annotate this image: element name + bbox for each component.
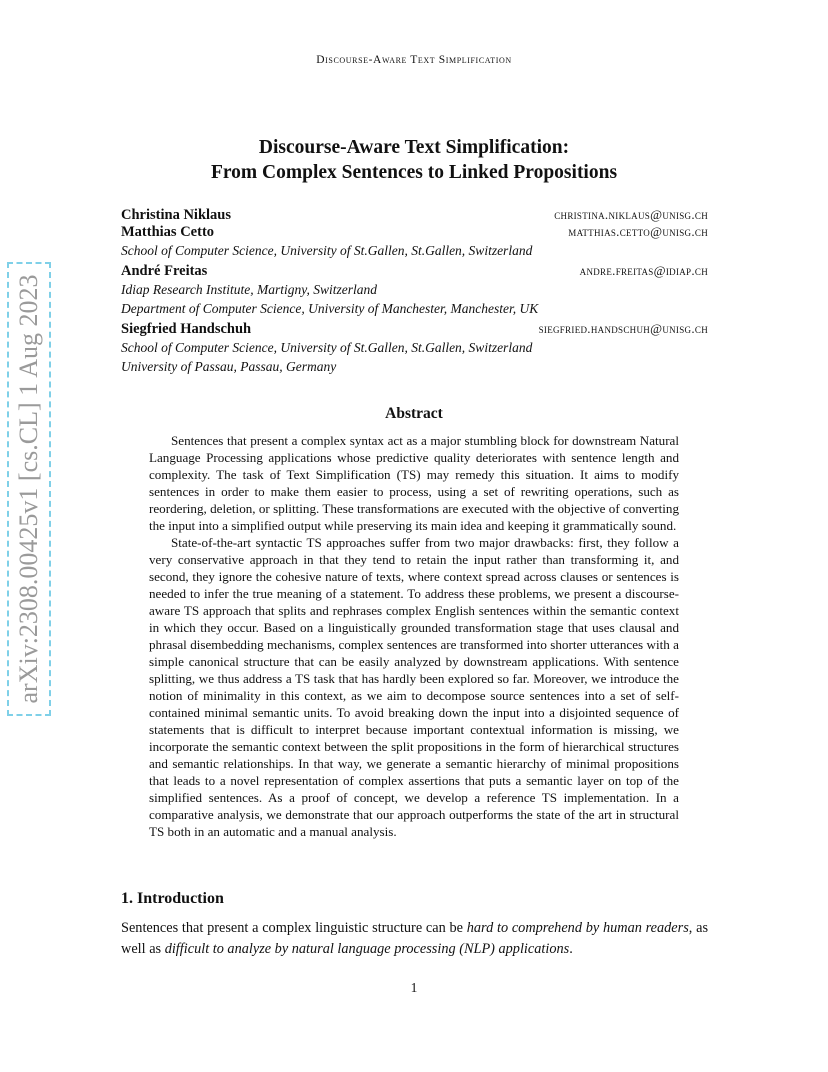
author-email[interactable]: matthias.cetto@unisg.ch bbox=[568, 224, 708, 239]
author-row bbox=[121, 321, 708, 338]
title-line-1: Discourse-Aware Text Simplification: bbox=[258, 137, 570, 158]
author-email[interactable]: andre.freitas@idiap.ch bbox=[579, 263, 708, 278]
author-name: Matthias Cetto bbox=[121, 224, 215, 240]
author-group-handschuh bbox=[121, 321, 708, 376]
author-name: André Freitas bbox=[121, 263, 208, 279]
author-row bbox=[121, 263, 708, 280]
author-email[interactable]: siegfried.handschuh@unisg.ch bbox=[538, 321, 708, 336]
title-line-2: From Complex Sentences to Linked Propositions bbox=[210, 162, 618, 183]
section-heading-introduction: 1. Introduction bbox=[121, 890, 224, 907]
intro-text: Sentences that present a complex linguistic structure can be bbox=[121, 920, 467, 936]
intro-emphasis: difficult to analyze by natural language processing (NLP) applications bbox=[164, 941, 570, 957]
affiliation: School of Computer Science, University of St.Gallen, St.Gallen, Switzerland bbox=[121, 340, 533, 355]
abstract-heading: Abstract bbox=[385, 405, 443, 422]
author-group-freitas bbox=[121, 263, 708, 318]
arxiv-stamp[interactable] bbox=[7, 262, 51, 716]
affiliation: Idiap Research Institute, Martigny, Switzerland bbox=[121, 282, 377, 297]
page-number: 1 bbox=[410, 980, 418, 995]
affiliation: Department of Computer Science, University of Manchester, Manchester, UK bbox=[121, 301, 539, 316]
abstract-paragraph-2: State-of-the-art syntactic TS approaches suffer from two major drawbacks: first, they follow a very conservative approach in that they tend to retain the input rather than transforming it, and second, they ignore the cohesive nature of texts, where context spread across clauses or sentences is needed to infer the true meaning of a statement. To address these problems, we present a discourse-aware TS approach that splits and rephrases complex English sentences within the semantic context in which they occur. Based on a linguistically grounded transformation stage that uses clausal and phrasal disembedding mechanisms, complex sentences are transformed into shorter utterances with a simple canonical structure that can be easily analyzed by downstream applications. With sentence splitting, we thus address a TS task that has hardly been explored so far. Moreover, we introduce the notion of minimality in this context, as we aim to decompose source sentences into a set of self-contained minimal semantic units. To avoid breaking down the input into a disjointed sequence of statements that is difficult to interpret because important contextual information is missing, we incorporate the semantic context between the split propositions in the form of hierarchical structures and semantic relationships. In that way, we generate a semantic hierarchy of minimal propositions that leads to a novel representation of complex assertions that puts a semantic layer on top of the simplified sentences. As a proof of concept, we develop a reference TS implementation. In a comparative analysis, we demonstrate that our approach outperforms the state of the art in structural TS both in an automatic and a manual analysis. bbox=[149, 535, 679, 839]
author-group-stgallen bbox=[121, 207, 708, 260]
paper-title bbox=[0, 135, 828, 185]
intro-text: , as well as bbox=[121, 920, 709, 957]
author-name: Christina Niklaus bbox=[121, 207, 231, 223]
running-head: Discourse-Aware Text Simplification bbox=[316, 54, 512, 66]
author-row bbox=[121, 207, 708, 224]
intro-emphasis: hard to comprehend by human readers bbox=[466, 920, 689, 936]
affiliation: School of Computer Science, University of St.Gallen, St.Gallen, Switzerland bbox=[121, 243, 533, 258]
author-name: Siegfried Handschuh bbox=[121, 321, 252, 337]
intro-text: . bbox=[569, 941, 573, 957]
arxiv-stamp-label: arXiv:2308.00425v1 [cs.CL] 1 Aug 2023 bbox=[14, 274, 43, 704]
abstract-paragraph-1: Sentences that present a complex syntax act as a major stumbling block for downstream Natural Language Processing applications whose predictive quality deteriorates with sentence length and complexity. The task of Text Simplification (TS) may remedy this situation. It aims to modify sentences in order to make them easier to process, using a set of rewriting operations, such as reordering, deletion, or splitting. These transformations are executed with the objective of converting the input into a simplified output while preserving its main idea and keeping it grammatically sound. bbox=[149, 433, 679, 533]
intro-paragraph bbox=[121, 918, 708, 960]
affiliation: University of Passau, Passau, Germany bbox=[121, 359, 337, 374]
abstract-body bbox=[149, 432, 679, 840]
author-row bbox=[121, 224, 708, 241]
author-email[interactable]: christina.niklaus@unisg.ch bbox=[554, 207, 708, 222]
